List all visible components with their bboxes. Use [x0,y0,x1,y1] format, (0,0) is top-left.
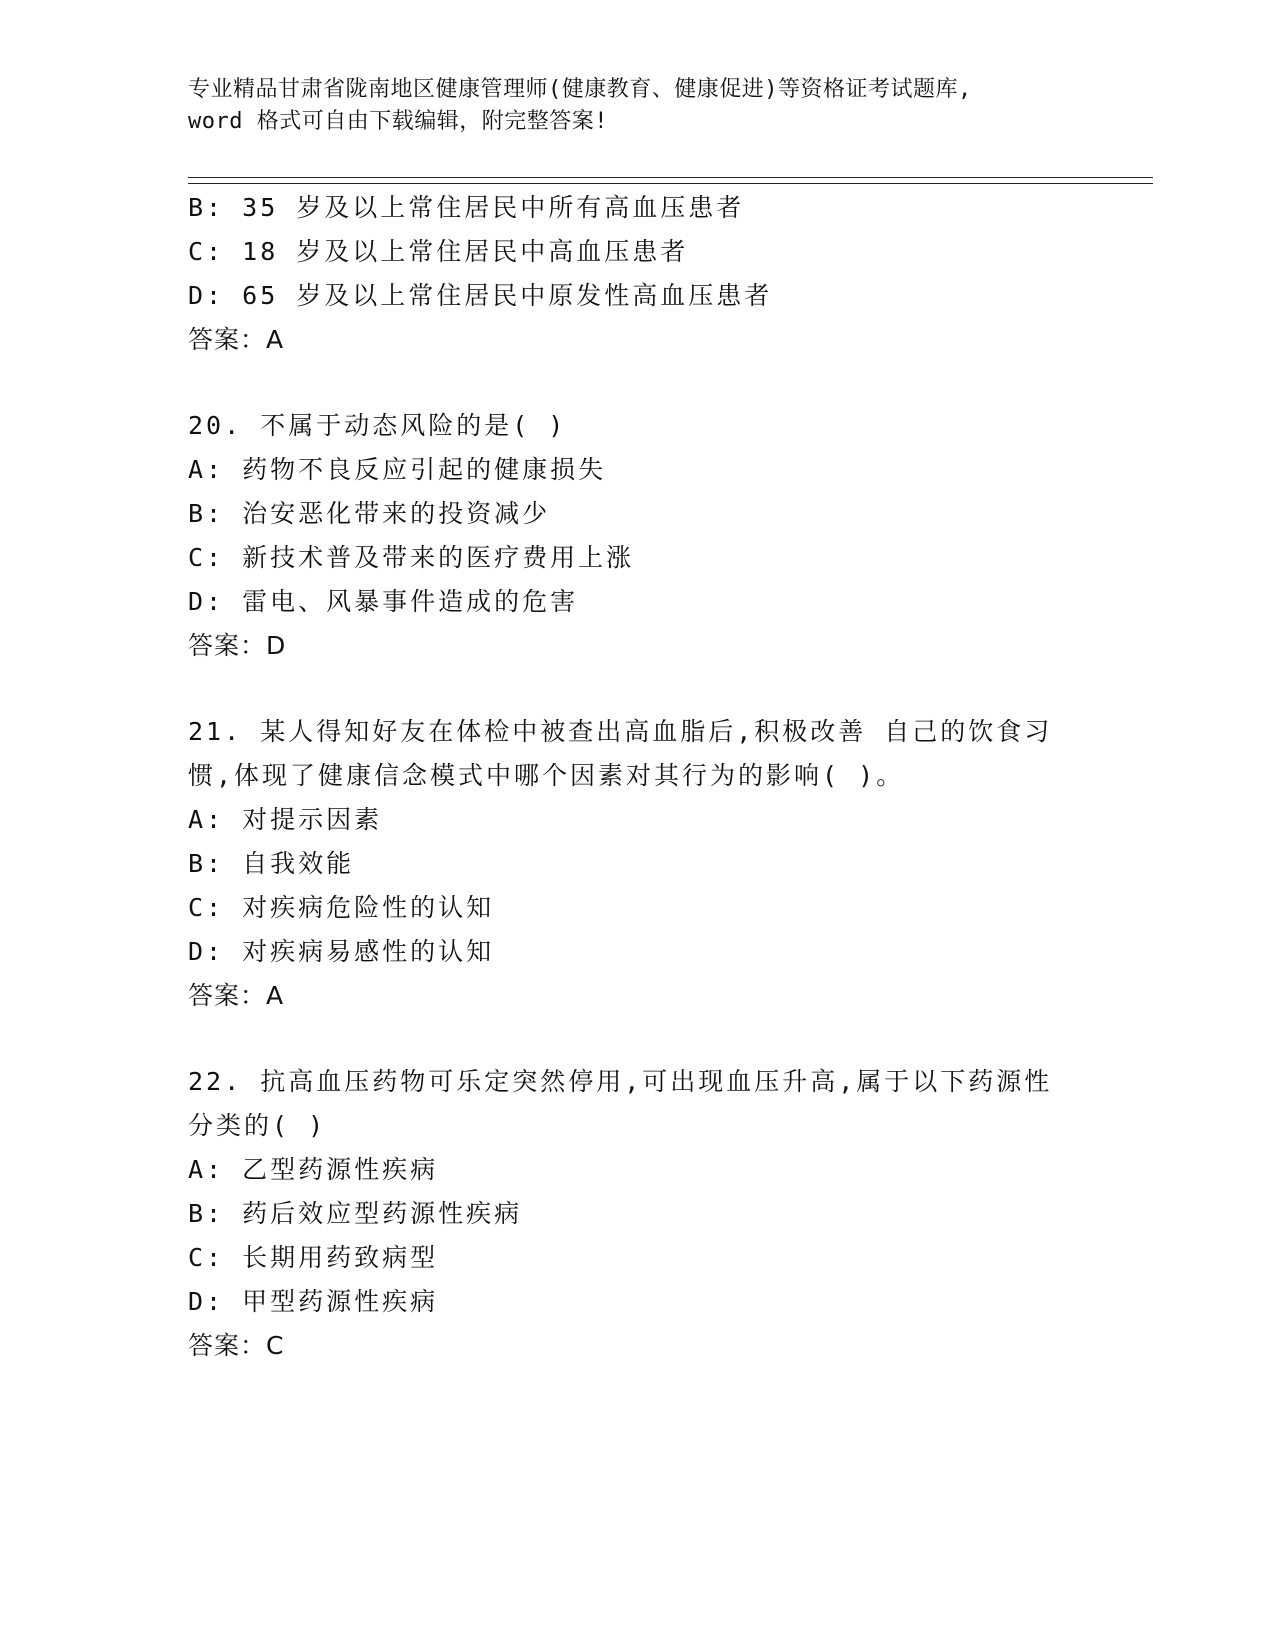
q22-option-a: A: 乙型药源性疾病 [188,1155,439,1184]
header-title-line-2: word 格式可自由下载编辑，附完整答案! [188,109,608,134]
q21-stem-line-1: 21. 某人得知好友在体检中被查出高血脂后,积极改善 自己的饮食习 [188,717,1053,746]
header-title-line-1: 专业精品甘肃省陇南地区健康管理师(健康教育、健康促进)等资格证考试题库, [188,77,972,102]
q20-stem: 20. 不属于动态风险的是( ) [188,411,567,440]
q19-option-c: C: 18 岁及以上常住居民中高血压患者 [188,237,689,266]
q22-option-b: B: 药后效应型药源性疾病 [188,1199,523,1228]
q22-answer: 答案：C [188,1331,285,1360]
q19-option-d: D: 65 岁及以上常住居民中原发性高血压患者 [188,281,773,310]
q20-option-a: A: 药物不良反应引起的健康损失 [188,455,607,484]
q21-option-d: D: 对疾病易感性的认知 [188,937,495,966]
q21-stem-line-2: 惯,体现了健康信念模式中哪个因素对其行为的影响( )。 [188,761,905,790]
q21-option-c: C: 对疾病危险性的认知 [188,893,495,922]
document-header [188,74,1068,138]
q22-option-d: D: 甲型药源性疾病 [188,1287,439,1316]
header-divider-top [188,177,1153,178]
q20-option-c: C: 新技术普及带来的医疗费用上涨 [188,543,635,572]
q20-option-b: B: 治安恶化带来的投资减少 [188,499,551,528]
q21-option-a: A: 对提示因素 [188,805,383,834]
q22-stem-line-2: 分类的( ) [188,1111,327,1140]
q19-option-b: B: 35 岁及以上常住居民中所有高血压患者 [188,193,745,222]
q22-option-c: C: 长期用药致病型 [188,1243,439,1272]
q20-answer: 答案：D [188,631,287,660]
q19-answer: 答案：A [188,325,285,354]
q21-option-b: B: 自我效能 [188,849,355,878]
q21-answer: 答案：A [188,981,285,1010]
q20-option-d: D: 雷电、风暴事件造成的危害 [188,587,579,616]
q22-stem-line-1: 22. 抗高血压药物可乐定突然停用,可出现血压升高,属于以下药源性 [188,1067,1053,1096]
header-divider-bottom [188,183,1153,184]
